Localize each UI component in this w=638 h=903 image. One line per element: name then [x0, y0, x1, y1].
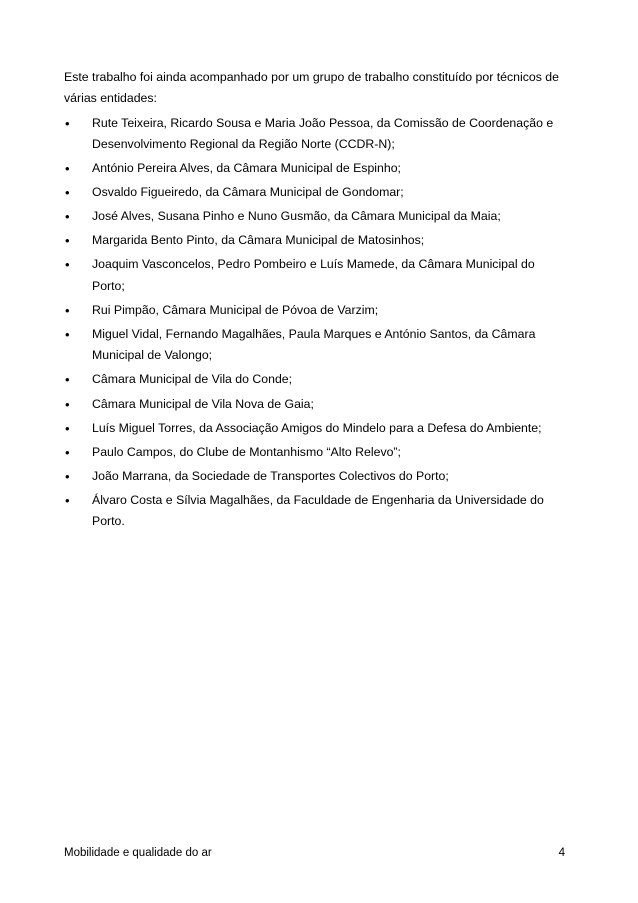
intro-paragraph: Este trabalho foi ainda acompanhado por um grupo de trabalho constituído por técnicos de várias entidades:	[64, 70, 559, 106]
list-item-text: Câmara Municipal de Vila do Conde;	[92, 372, 293, 387]
bullet-icon: •	[65, 233, 70, 249]
bullet-icon: •	[65, 302, 70, 318]
bullet-icon: •	[65, 185, 70, 201]
bullet-icon: •	[65, 161, 70, 176]
bullet-icon: •	[65, 257, 70, 273]
list-item	[64, 230, 569, 251]
list-item-text: José Alves, Susana Pinho e Nuno Gusmão, da Câmara Municipal da Maia;	[92, 209, 501, 224]
list-item-text: Rui Pimpão, Câmara Municipal de Póvoa de Varzim;	[92, 302, 379, 317]
bullet-icon: •	[65, 444, 70, 460]
list-item-text: Margarida Bento Pinto, da Câmara Municipal de Matosinhos;	[92, 233, 425, 248]
list-item-text: Luís Miguel Torres, da Associação Amigos do Mindelo para a Defesa do Ambiente;	[92, 420, 542, 435]
list-item	[64, 490, 569, 533]
list-item-text: João Marrana, da Sociedade de Transportes Colectivos do Porto;	[92, 468, 449, 483]
page-number: 4	[558, 847, 565, 859]
document-body	[64, 67, 569, 533]
list-item	[64, 418, 569, 439]
list-item	[64, 394, 569, 415]
bullet-icon: •	[65, 326, 70, 342]
list-item	[64, 113, 569, 156]
list-item	[64, 182, 569, 203]
list-item	[64, 442, 569, 463]
list-item	[64, 466, 569, 487]
footer-title: Mobilidade e qualidade do ar	[64, 847, 212, 859]
list-item-text: Joaquim Vasconcelos, Pedro Pombeiro e Luís Mamede, da Câmara Municipal do Porto;	[92, 257, 535, 293]
list-item-text: António Pereira Alves, da Câmara Municipal de Espinho;	[92, 161, 401, 175]
bullet-icon: •	[65, 372, 70, 388]
list-item	[64, 300, 569, 321]
list-item-text: Rute Teixeira, Ricardo Sousa e Maria João Pessoa, da Comissão de Coordenação e Desenvolvimento Regional da Região Norte (CCDR-N);	[92, 115, 554, 151]
entities-list	[64, 113, 569, 533]
bullet-icon: •	[65, 492, 70, 508]
list-item-text: Câmara Municipal de Vila Nova de Gaia;	[92, 396, 314, 411]
bullet-icon: •	[65, 420, 70, 436]
list-item	[64, 158, 569, 179]
list-item	[64, 369, 569, 390]
bullet-icon: •	[65, 209, 70, 225]
bullet-icon: •	[65, 115, 70, 131]
list-item-text: Álvaro Costa e Sílvia Magalhães, da Faculdade de Engenharia da Universidade do Porto.	[92, 492, 544, 529]
list-item	[64, 206, 569, 227]
bullet-icon: •	[65, 396, 70, 412]
list-item-text: Miguel Vidal, Fernando Magalhães, Paula Marques e António Santos, da Câmara Municipal de Valongo;	[92, 326, 536, 363]
bullet-icon: •	[65, 468, 70, 484]
list-item	[64, 324, 569, 367]
list-item-text: Paulo Campos, do Clube de Montanhismo “Alto Relevo”;	[92, 444, 401, 459]
list-item	[64, 254, 569, 297]
list-item-text: Osvaldo Figueiredo, da Câmara Municipal de Gondomar;	[92, 185, 404, 200]
